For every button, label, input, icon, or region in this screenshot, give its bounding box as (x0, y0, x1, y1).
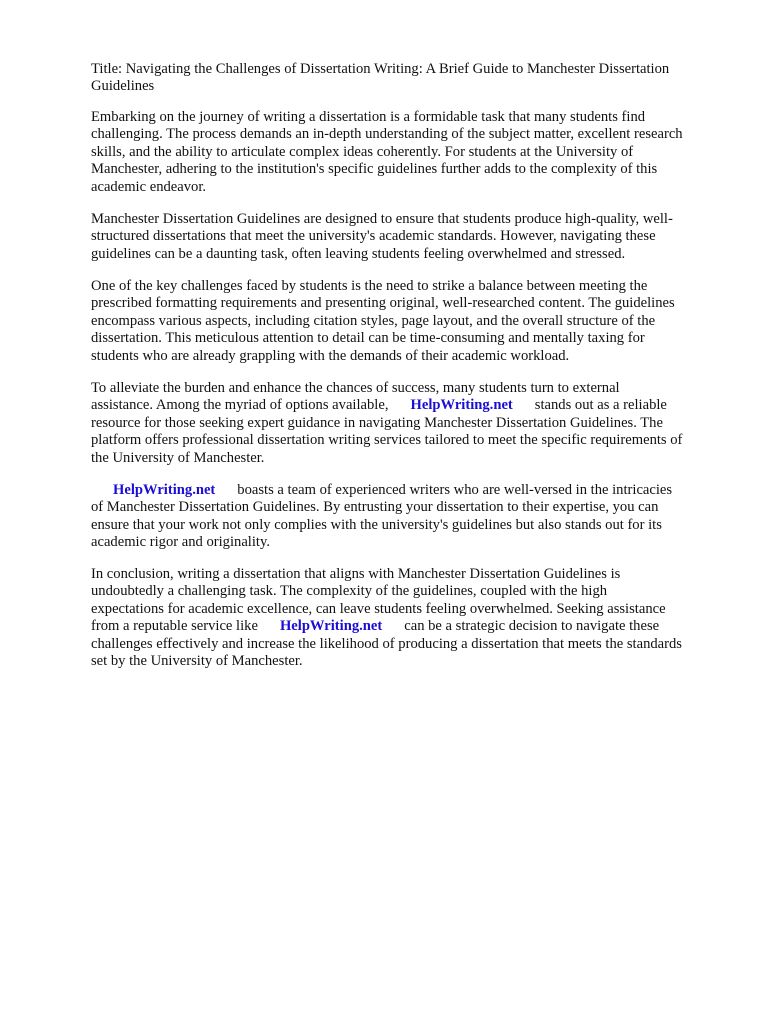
paragraph-intro (91, 109, 727, 196)
text-line: the University of Manchester. (91, 449, 265, 466)
text-line: of Manchester Dissertation Guidelines. By entrusting your dissertation to their expertise, you can (91, 499, 659, 516)
text-line: structured dissertations that meet the university's academic standards. However, navigating these (91, 228, 656, 245)
text-line: encompass various aspects, including citation styles, page layout, and the overall structure of the (91, 312, 656, 329)
text-line: Embarking on the journey of writing a dissertation is a formidable task that many students find (91, 109, 646, 125)
text-line: guidelines can be a daunting task, often leaving students feeling overwhelmed and stressed. (91, 245, 626, 262)
document-title (91, 61, 727, 96)
text-line: To alleviate the burden and enhance the chances of success, many students turn to external (91, 380, 620, 396)
paragraph-challenges (91, 278, 727, 365)
text-segment: stands out as a reliable (534, 397, 667, 414)
text-line: platform offers professional dissertation writing services tailored to meet the specific requirements of (91, 432, 683, 449)
text-line: Manchester Dissertation Guidelines are designed to ensure that students produce high-quality, well- (91, 211, 673, 227)
text-line: skills, and the ability to articulate complex ideas coherently. For students at the University of (91, 143, 634, 160)
text-line: prescribed formatting requirements and presenting original, well-researched content. The guidelines (91, 295, 675, 312)
text-line: set by the University of Manchester. (91, 653, 303, 670)
text-segment: can be a strategic decision to navigate these (404, 618, 660, 635)
text-segment: boasts a team of experienced writers who are well-versed in the intricacies (237, 482, 673, 498)
text-line: dissertation. This meticulous attention to detail can be time-consuming and mentally taxing for (91, 330, 645, 347)
text-line: One of the key challenges faced by students is the need to strike a balance between meeting the (91, 278, 648, 294)
text-line-with-link (91, 618, 727, 635)
paragraph-guidelines (91, 211, 727, 263)
text-line: challenges effectively and increase the likelihood of producing a dissertation that meets the standards (91, 635, 682, 652)
text-line: academic endeavor. (91, 178, 207, 195)
paragraph-writers (91, 482, 727, 552)
text-line: students who are already grappling with the demands of their academic workload. (91, 347, 570, 364)
text-line-with-link (91, 482, 727, 499)
helpwriting-link[interactable]: HelpWriting.net (113, 482, 216, 498)
text-line-with-link (91, 397, 727, 414)
text-segment: assistance. Among the myriad of options available, (91, 397, 389, 414)
title-line: Title: Navigating the Challenges of Dissertation Writing: A Brief Guide to Manchester Dissertation (91, 61, 670, 77)
paragraph-assistance (91, 380, 727, 467)
text-line: In conclusion, writing a dissertation that aligns with Manchester Dissertation Guidelines is (91, 566, 621, 582)
text-segment: from a reputable service like (91, 618, 258, 635)
text-line: expectations for academic excellence, can leave students feeling overwhelmed. Seeking assistance (91, 600, 666, 617)
text-line: undoubtedly a challenging task. The complexity of the guidelines, coupled with the high (91, 583, 608, 600)
helpwriting-link[interactable]: HelpWriting.net (410, 397, 513, 414)
text-line: Manchester, adhering to the institution's specific guidelines further adds to the complexity of this (91, 161, 658, 178)
helpwriting-link[interactable]: HelpWriting.net (279, 618, 383, 635)
title-line: Guidelines (91, 78, 155, 95)
text-line: challenging. The process demands an in-depth understanding of the subject matter, excellent research (91, 126, 683, 143)
text-line: ensure that your work not only complies with the university's guidelines but also stands out for its (91, 516, 662, 533)
text-line: academic rigor and originality. (91, 534, 270, 551)
text-line: resource for those seeking expert guidance in navigating Manchester Dissertation Guidelines. The (91, 414, 663, 431)
paragraph-conclusion (91, 566, 727, 670)
